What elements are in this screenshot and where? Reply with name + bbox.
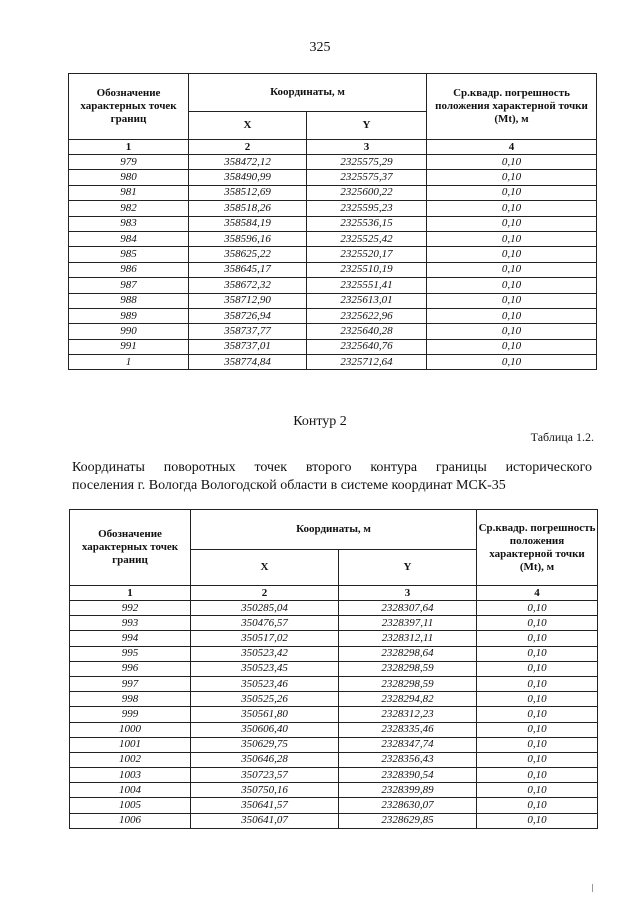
error-cell: 0,10: [477, 813, 598, 828]
x-coordinate-cell: 358596,16: [189, 231, 307, 246]
error-cell: 0,10: [477, 692, 598, 707]
column-number: 2: [191, 586, 339, 601]
x-coordinate-cell: 350561,80: [191, 707, 339, 722]
column-number: 4: [477, 586, 598, 601]
x-coordinate-cell: 350523,45: [191, 661, 339, 676]
table-row: [70, 752, 598, 767]
header-coordinates: Координаты, м: [191, 510, 477, 550]
y-coordinate-cell: 2328630,07: [339, 798, 477, 813]
error-cell: 0,10: [427, 355, 597, 370]
y-coordinate-cell: 2328294,82: [339, 692, 477, 707]
caption-line: Координаты поворотных точек второго контура границы исторического: [72, 460, 592, 475]
coordinates-table-2: [69, 509, 598, 829]
error-cell: 0,10: [477, 768, 598, 783]
x-coordinate-cell: 350525,26: [191, 692, 339, 707]
x-coordinate-cell: 350629,75: [191, 737, 339, 752]
point-id-cell: 986: [69, 262, 189, 277]
error-cell: 0,10: [477, 676, 598, 691]
y-coordinate-cell: 2328298,59: [339, 676, 477, 691]
table-row: [70, 631, 598, 646]
error-cell: 0,10: [427, 247, 597, 262]
x-coordinate-cell: 350606,40: [191, 722, 339, 737]
error-cell: 0,10: [477, 616, 598, 631]
x-coordinate-cell: 358645,17: [189, 262, 307, 277]
point-id-cell: 996: [70, 661, 191, 676]
error-cell: 0,10: [427, 201, 597, 216]
header-y: Y: [339, 550, 477, 586]
point-id-cell: 995: [70, 646, 191, 661]
x-coordinate-cell: 350517,02: [191, 631, 339, 646]
y-coordinate-cell: 2325536,15: [307, 216, 427, 231]
header-x: X: [191, 550, 339, 586]
table-row: [69, 293, 597, 308]
y-coordinate-cell: 2328312,23: [339, 707, 477, 722]
table-label: Таблица 1.2.: [530, 430, 594, 444]
point-id-cell: 993: [70, 616, 191, 631]
column-number: 1: [70, 586, 191, 601]
error-cell: 0,10: [427, 155, 597, 170]
point-id-cell: 991: [69, 339, 189, 354]
y-coordinate-cell: 2325525,42: [307, 231, 427, 246]
error-cell: 0,10: [427, 231, 597, 246]
table-row: [69, 155, 597, 170]
x-coordinate-cell: 350285,04: [191, 601, 339, 616]
y-coordinate-cell: 2328397,11: [339, 616, 477, 631]
point-id-cell: 992: [70, 601, 191, 616]
point-id-cell: 989: [69, 308, 189, 323]
coordinates-table-1: [68, 73, 597, 370]
table-row: [70, 707, 598, 722]
point-id-cell: 1002: [70, 752, 191, 767]
header-coordinates: Координаты, м: [189, 74, 427, 112]
error-cell: 0,10: [477, 646, 598, 661]
x-coordinate-cell: 358584,19: [189, 216, 307, 231]
point-id-cell: 1000: [70, 722, 191, 737]
point-id-cell: 994: [70, 631, 191, 646]
column-number: 4: [427, 140, 597, 155]
table-row: [69, 247, 597, 262]
point-id-cell: 999: [70, 707, 191, 722]
error-cell: 0,10: [427, 339, 597, 354]
x-coordinate-cell: 358625,22: [189, 247, 307, 262]
table-row: [70, 783, 598, 798]
x-coordinate-cell: 350523,42: [191, 646, 339, 661]
table-row: [70, 722, 598, 737]
header-designation: Обозначение характерных точек границ: [69, 74, 189, 140]
table-row: [70, 601, 598, 616]
point-id-cell: 1005: [70, 798, 191, 813]
page-number: 325: [309, 40, 331, 55]
table-row: [70, 661, 598, 676]
x-coordinate-cell: 350641,07: [191, 813, 339, 828]
y-coordinate-cell: 2328312,11: [339, 631, 477, 646]
error-cell: 0,10: [477, 601, 598, 616]
column-number: 1: [69, 140, 189, 155]
table-row: [69, 216, 597, 231]
point-id-cell: 1: [69, 355, 189, 370]
y-coordinate-cell: 2328356,43: [339, 752, 477, 767]
table-row: [69, 355, 597, 370]
y-coordinate-cell: 2325575,29: [307, 155, 427, 170]
header-error: Ср.квадр. погрешность положения характерной точки (Mt), м: [477, 510, 598, 586]
column-number: 2: [189, 140, 307, 155]
table-row: [70, 813, 598, 828]
point-id-cell: 984: [69, 231, 189, 246]
table-row: [70, 676, 598, 691]
x-coordinate-cell: 350523,46: [191, 676, 339, 691]
error-cell: 0,10: [477, 631, 598, 646]
y-coordinate-cell: 2328335,46: [339, 722, 477, 737]
x-coordinate-cell: 350750,16: [191, 783, 339, 798]
point-id-cell: 981: [69, 185, 189, 200]
y-coordinate-cell: 2325510,19: [307, 262, 427, 277]
caption-line: поселения г. Вологда Вологодской области в системе координат МСК-35: [72, 478, 506, 493]
error-cell: 0,10: [427, 170, 597, 185]
x-coordinate-cell: 358672,32: [189, 278, 307, 293]
y-coordinate-cell: 2325640,28: [307, 324, 427, 339]
error-cell: 0,10: [427, 216, 597, 231]
x-coordinate-cell: 358737,77: [189, 324, 307, 339]
table-row: [69, 185, 597, 200]
header-y: Y: [307, 112, 427, 140]
y-coordinate-cell: 2328298,64: [339, 646, 477, 661]
error-cell: 0,10: [477, 707, 598, 722]
point-id-cell: 1001: [70, 737, 191, 752]
x-coordinate-cell: 358774,84: [189, 355, 307, 370]
table-row: [69, 278, 597, 293]
y-coordinate-cell: 2325595,23: [307, 201, 427, 216]
error-cell: 0,10: [477, 783, 598, 798]
point-id-cell: 1004: [70, 783, 191, 798]
point-id-cell: 979: [69, 155, 189, 170]
y-coordinate-cell: 2325575,37: [307, 170, 427, 185]
error-cell: 0,10: [477, 798, 598, 813]
y-coordinate-cell: 2325640,76: [307, 339, 427, 354]
x-coordinate-cell: 358726,94: [189, 308, 307, 323]
error-cell: 0,10: [427, 185, 597, 200]
y-coordinate-cell: 2328298,59: [339, 661, 477, 676]
x-coordinate-cell: 358518,26: [189, 201, 307, 216]
table-row: [69, 339, 597, 354]
table-row: [69, 231, 597, 246]
y-coordinate-cell: 2325712,64: [307, 355, 427, 370]
error-cell: 0,10: [427, 278, 597, 293]
point-id-cell: 985: [69, 247, 189, 262]
error-cell: 0,10: [477, 737, 598, 752]
table-row: [70, 798, 598, 813]
point-id-cell: 980: [69, 170, 189, 185]
y-coordinate-cell: 2328347,74: [339, 737, 477, 752]
point-id-cell: 997: [70, 676, 191, 691]
x-coordinate-cell: 350641,57: [191, 798, 339, 813]
table-row: [69, 308, 597, 323]
point-id-cell: 990: [69, 324, 189, 339]
point-id-cell: 998: [70, 692, 191, 707]
x-coordinate-cell: 358512,69: [189, 185, 307, 200]
y-coordinate-cell: 2325600,22: [307, 185, 427, 200]
y-coordinate-cell: 2328629,85: [339, 813, 477, 828]
table-row: [70, 768, 598, 783]
point-id-cell: 982: [69, 201, 189, 216]
point-id-cell: 983: [69, 216, 189, 231]
column-number: 3: [307, 140, 427, 155]
x-coordinate-cell: 350723,57: [191, 768, 339, 783]
x-coordinate-cell: 358712,90: [189, 293, 307, 308]
point-id-cell: 987: [69, 278, 189, 293]
contour-title: Контур 2: [293, 414, 347, 429]
scan-mark: [592, 884, 593, 892]
point-id-cell: 1006: [70, 813, 191, 828]
header-x: X: [189, 112, 307, 140]
error-cell: 0,10: [427, 262, 597, 277]
error-cell: 0,10: [427, 308, 597, 323]
y-coordinate-cell: 2328307,64: [339, 601, 477, 616]
x-coordinate-cell: 358490,99: [189, 170, 307, 185]
header-error: Ср.квадр. погрешность положения характерной точки (Mt), м: [427, 74, 597, 140]
table-row: [69, 201, 597, 216]
error-cell: 0,10: [427, 324, 597, 339]
error-cell: 0,10: [477, 661, 598, 676]
header-designation: Обозначение характерных точек границ: [70, 510, 191, 586]
table-caption: [72, 459, 592, 495]
error-cell: 0,10: [477, 752, 598, 767]
x-coordinate-cell: 358472,12: [189, 155, 307, 170]
point-id-cell: 988: [69, 293, 189, 308]
x-coordinate-cell: 350646,28: [191, 752, 339, 767]
y-coordinate-cell: 2325551,41: [307, 278, 427, 293]
y-coordinate-cell: 2328399,89: [339, 783, 477, 798]
column-number: 3: [339, 586, 477, 601]
point-id-cell: 1003: [70, 768, 191, 783]
table-row: [70, 737, 598, 752]
y-coordinate-cell: 2325622,96: [307, 308, 427, 323]
x-coordinate-cell: 350476,57: [191, 616, 339, 631]
x-coordinate-cell: 358737,01: [189, 339, 307, 354]
table-row: [70, 646, 598, 661]
table-row: [70, 692, 598, 707]
table-row: [69, 262, 597, 277]
table-row: [70, 616, 598, 631]
table-body: [70, 601, 598, 829]
y-coordinate-cell: 2325613,01: [307, 293, 427, 308]
error-cell: 0,10: [427, 293, 597, 308]
error-cell: 0,10: [477, 722, 598, 737]
y-coordinate-cell: 2325520,17: [307, 247, 427, 262]
table-row: [69, 324, 597, 339]
table-row: [69, 170, 597, 185]
y-coordinate-cell: 2328390,54: [339, 768, 477, 783]
table-body: [69, 155, 597, 370]
